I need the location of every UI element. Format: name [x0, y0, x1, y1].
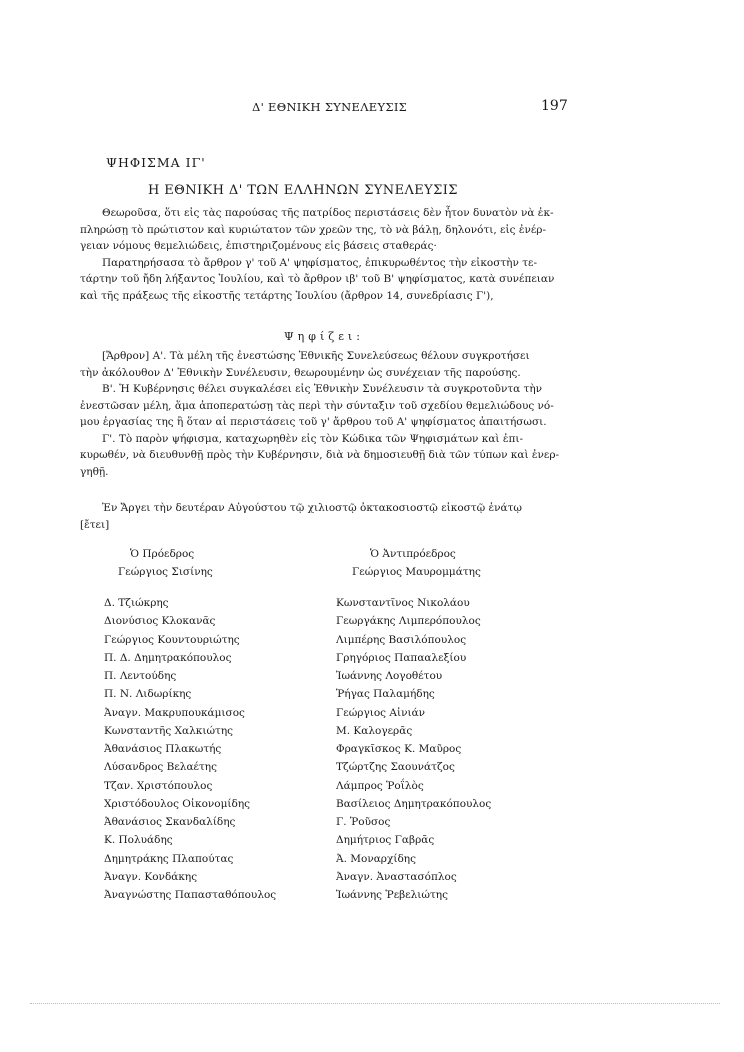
signatory-name: Ἀ. Μοναρχίδης [336, 852, 416, 865]
signatory-name: Γεώργιος Κουντουριώτης [104, 633, 240, 646]
preamble-line: Παρατηρήσασα τὸ ἄρθρον γ' τοῦ Α' ψηφίσματος, ἐπικυρωθέντος τὴν εἰκοστὴν τε- [102, 256, 537, 269]
dateline-line: Ἐν Ἄργει τὴν δευτέραν Αὐγούστου τῷ χιλιοστῷ ὀκτακοσιοστῷ εἰκοστῷ ἐνάτῳ [102, 502, 522, 514]
vice-president-title: Ὁ Ἀντιπρόεδρος [370, 548, 456, 560]
articles [80, 348, 564, 480]
signatory-name: Διονύσιος Κλοκανᾶς [104, 615, 216, 628]
president-title: Ὁ Πρόεδρος [130, 548, 195, 560]
president-name: Γεώργιος Σισίνης [118, 566, 213, 578]
signatory-name: Μ. Καλογερᾶς [336, 724, 413, 737]
signatory-name: Π. Λεντούδης [104, 670, 177, 682]
signatory-name: Π. Ν. Λιδωρίκης [104, 688, 192, 701]
signatory-name: Γεώργιος Αἰνιάν [336, 706, 426, 719]
preamble [80, 205, 564, 304]
signatory-name: Κωνσταντῖνος Νικολάου [336, 597, 470, 609]
signatory-name: Βασίλειος Δημητρακόπουλος [336, 797, 492, 810]
dateline-line: [ἔτει] [80, 518, 110, 531]
decree-label: ΨΗΦΙΣΜΑ ΙΓ' [106, 155, 206, 170]
signatory-name: Γ. Ῥοῦσος [336, 816, 391, 828]
signatory-name: Γεωργάκης Λιμπερόπουλος [336, 615, 481, 628]
signatory-name: Ῥήγας Παλαμήδης [336, 688, 435, 701]
running-header: Δ' ΕΘΝΙΚΗ ΣΥΝΕΛΕΥΣΙΣ [252, 100, 408, 114]
signatory-name: Γρηγόριος Παπααλεξίου [336, 651, 467, 664]
signatory-name: Ἀναγν. Κονδάκης [104, 870, 198, 883]
page-number: 197 [541, 98, 568, 114]
vice-president-name: Γεώργιος Μαυρομμάτης [352, 566, 481, 578]
article-line: ἐνεστῶσαν μέλη, ἅμα ἀποπερατώσῃ τὰς περὶ τὴν σύνταξιν τοῦ σχεδίου θεμελιώδους νό- [80, 399, 554, 412]
right-signatory-list [336, 594, 491, 904]
signatory-name: Δημήτριος Γαβρᾶς [336, 834, 435, 847]
signatory-name: Τζαν. Χριστόπουλος [104, 779, 213, 792]
decrees-word: Ψηφίζει: [284, 330, 364, 343]
signatory-name: Ἀναγν. Μακρυπουκάμισος [104, 706, 245, 719]
signatory-name: Ἀθανάσιος Σκανδαλίδης [104, 816, 236, 828]
signatory-name: Λάμπρος Ῥοΐλὸς [336, 779, 424, 792]
article-line: μου ἐργασίας της ἢ ὅταν αἱ περιστάσεις τοῦ γ' ἄρθρου τοῦ Α' ψηφίσματος ἀπαιτήσωσι. [80, 416, 547, 428]
preamble-line: Θεωροῦσα, ὅτι εἰς τὰς παρούσας τῆς πατρίδος περιστάσεις δὲν ἦτον δυνατὸν νὰ ἐκ- [102, 207, 554, 219]
signatory-name: Ἀθανάσιος Πλακωτής [104, 743, 222, 755]
article-line: κυρωθέν, νὰ διευθυνθῇ πρὸς τὴν Κυβέρνησιν, διὰ νὰ δημοσιευθῇ διὰ τῶν τύπων καὶ ἐνερ- [80, 449, 560, 461]
preamble-line: πληρώσῃ τὸ πρώτιστον καὶ κυριώτατον τῶν χρεῶν της, τὸ νὰ βάλῃ, δηλονότι, εἰς ἐνέρ- [80, 223, 546, 236]
signatory-name: Ἰωάννης Ῥεβελιώτης [336, 889, 448, 901]
signatory-name: Κ. Πολυάδης [104, 834, 173, 847]
article-line: Γ'. Τὸ παρὸν ψήφισμα, καταχωρηθὲν εἰς τὸν Κώδικα τῶν Ψηφισμάτων καὶ ἐπι- [102, 432, 524, 445]
scan-speckle [30, 1003, 720, 1005]
signatory-name: Κωνσταντῆς Χαλκιώτης [104, 724, 233, 737]
signatory-name: Δημητράκης Πλαπούτας [104, 852, 234, 865]
signatory-name: Λιμπέρης Βασιλόπουλος [336, 633, 467, 646]
assembly-heading: Η ΕΘΝΙΚΗ Δ' ΤΩΝ ΕΛΛΗΝΩΝ ΣΥΝΕΛΕΥΣΙΣ [148, 183, 458, 198]
preamble-line: γειαν νόμους θεμελιώδεις, ἐπιστηριζομένους εἰς βάσεις σταθεράς· [80, 240, 437, 252]
signatory-name: Δ. Τζιώκρης [104, 597, 169, 609]
signatory-name: Π. Δ. Δημητρακόπουλος [104, 651, 232, 664]
preamble-line: τάρτην τοῦ ἤδη λήξαντος Ἰουλίου, καὶ τὸ ἄρθρον ιβ' τοῦ Β' ψηφίσματος, κατὰ συνέπειαν [80, 273, 555, 285]
signatory-name: Ἀναγν. Ἀναστασόπλος [336, 870, 457, 883]
left-signatory-list [104, 594, 276, 904]
signatory-name: Ἰωάννης Λογοθέτου [336, 670, 443, 682]
article-line: Β'. Ἡ Κυβέρνησις θέλει συγκαλέσει εἰς Ἐθνικὴν Συνέλευσιν τὰ συγκροτοῦντα τὴν [102, 383, 543, 395]
article-line: [Ἄρθρον] Α'. Τὰ μέλη τῆς ἐνεστώσης Ἐθνικῆς Συνελεύσεως θέλουν συγκροτήσει [102, 350, 530, 362]
signatory-name: Τζώρτζης Σαουνάτζος [336, 761, 455, 774]
signatory-name: Χριστόδουλος Οἰκονομίδης [104, 797, 251, 810]
signatory-name: Ἀναγνώστης Παπασταθόπουλος [104, 889, 277, 901]
article-line: γηθῇ. [80, 465, 109, 478]
dateline [80, 500, 564, 533]
signatory-name: Φραγκῖσκος Κ. Μαῦρος [336, 743, 462, 755]
preamble-line: καὶ τῆς πράξεως τῆς εἰκοστῆς τετάρτης Ἰουλίου (ἄρθρον 14, συνεδρίασις Γ'), [80, 289, 494, 302]
signatory-name: Λύσανδρος Βελαέτης [104, 761, 217, 774]
article-line: τὴν ἀκόλουθον Δ' Ἐθνικὴν Συνέλευσιν, θεωρουμένην ὡς συνέχειαν τῆς παρούσης. [80, 366, 521, 379]
